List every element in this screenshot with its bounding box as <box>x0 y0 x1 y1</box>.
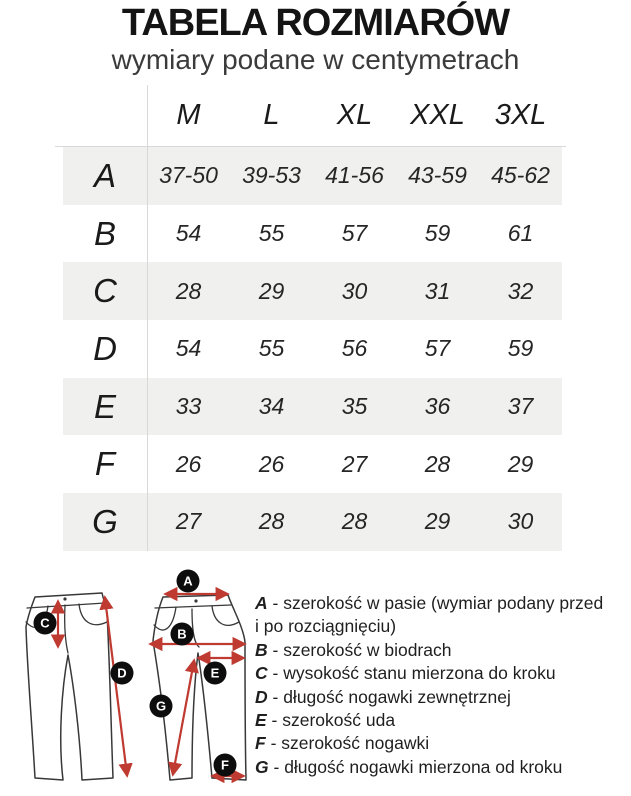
row-label: E <box>93 387 116 425</box>
table-row-d <box>63 320 562 378</box>
legend-key: G <box>255 756 269 777</box>
row-label: C <box>93 272 117 310</box>
legend-line <box>255 615 630 638</box>
row-label: D <box>93 329 117 367</box>
row-label: B <box>93 214 116 252</box>
legend-line: E - szerokość uda <box>255 710 396 731</box>
size-value: 61 <box>507 220 534 247</box>
legend-text: długość nogawki zewnętrznej <box>283 686 511 707</box>
size-value: 26 <box>175 450 202 477</box>
legend-key: B <box>255 639 268 660</box>
size-value: 36 <box>424 393 451 420</box>
size-value: 54 <box>175 335 202 362</box>
column-header-3xl: 3XL <box>494 99 547 131</box>
size-value: 57 <box>341 220 368 247</box>
marker-c-label: C <box>40 615 50 631</box>
size-value: 41-56 <box>325 162 384 189</box>
legend-line: G - długość nogawki mierzona od kroku <box>255 756 563 777</box>
size-value: 28 <box>175 277 202 304</box>
pants-diagram <box>8 565 256 796</box>
measurement-legend <box>255 592 630 779</box>
size-value: 30 <box>507 508 534 535</box>
size-value: 29 <box>507 450 534 477</box>
size-value: 56 <box>341 335 368 362</box>
legend-text: szerokość w biodrach <box>283 639 452 660</box>
size-value: 28 <box>424 450 451 477</box>
legend-text: szerokość uda <box>282 710 396 731</box>
size-value: 45-62 <box>491 162 550 189</box>
table-row-b <box>63 205 562 263</box>
size-value: 57 <box>424 335 451 362</box>
size-value: 37 <box>507 393 534 420</box>
size-table <box>63 147 562 551</box>
marker-a-label: A <box>183 573 193 589</box>
marker-b-label: B <box>177 626 187 642</box>
table-top-rule <box>55 146 566 147</box>
size-value: 59 <box>424 220 451 247</box>
row-label: A <box>93 156 116 194</box>
row-label: F <box>94 445 116 483</box>
size-value: 28 <box>341 508 368 535</box>
legend-text: wysokość stanu mierzona do kroku <box>283 663 556 684</box>
page-title: TABELA ROZMIARÓW <box>121 2 510 44</box>
legend-key: F <box>255 733 266 754</box>
legend-line: C - wysokość stanu mierzona do kroku <box>255 663 556 684</box>
column-header-l: L <box>263 99 280 131</box>
legend-text: długość nogawki mierzona od kroku <box>284 756 563 777</box>
size-value: 55 <box>258 220 285 247</box>
legend-text: i po rozciągnięciu) <box>255 616 397 637</box>
size-value: 27 <box>175 508 202 535</box>
size-value: 29 <box>424 508 451 535</box>
legend-key: E <box>255 710 267 731</box>
size-value: 37-50 <box>159 162 218 189</box>
legend-text: szerokość nogawki <box>281 733 430 754</box>
legend-line: F - szerokość nogawki <box>255 733 430 754</box>
marker-g-label: G <box>155 698 167 714</box>
legend-key: D <box>255 686 268 707</box>
legend-line: D - długość nogawki zewnętrznej <box>255 686 511 707</box>
page-subtitle: wymiary podane w centymetrach <box>111 44 520 75</box>
size-value: 54 <box>175 220 202 247</box>
size-value: 43-59 <box>408 162 467 189</box>
legend-line: A - szerokość w pasie (wymiar podany przed <box>255 593 604 613</box>
row-label: G <box>92 502 118 540</box>
size-value: 39-53 <box>242 162 301 189</box>
marker-d-label: D <box>117 665 127 681</box>
marker-f-label: F <box>221 757 229 773</box>
table-vertical-divider <box>147 85 148 551</box>
column-header-xl: XL <box>336 99 373 131</box>
size-value: 26 <box>258 450 285 477</box>
column-headers <box>147 99 562 132</box>
column-header-xxl: XXL <box>410 99 465 131</box>
pants-sketch-right <box>153 595 246 780</box>
size-value: 33 <box>175 393 202 420</box>
size-value: 27 <box>341 450 368 477</box>
size-value: 31 <box>424 277 451 304</box>
table-row-g <box>63 493 562 551</box>
size-value: 34 <box>258 393 285 420</box>
size-value: 55 <box>258 335 285 362</box>
table-row-c <box>63 262 562 320</box>
size-value: 32 <box>507 277 534 304</box>
legend-text: szerokość w pasie (wymiar podany przed <box>283 593 604 613</box>
size-value: 30 <box>341 277 368 304</box>
legend-line: B - szerokość w biodrach <box>255 639 452 660</box>
size-value: 29 <box>258 277 285 304</box>
table-row-e <box>63 378 562 436</box>
legend-key: A <box>255 593 268 613</box>
table-row-a <box>63 147 562 205</box>
column-header-m: M <box>176 99 201 131</box>
table-row-f <box>63 435 562 493</box>
legend-key: C <box>255 663 268 684</box>
marker-e-label: E <box>210 665 220 681</box>
size-value: 28 <box>258 508 285 535</box>
size-value: 59 <box>507 335 534 362</box>
size-value: 35 <box>341 393 368 420</box>
